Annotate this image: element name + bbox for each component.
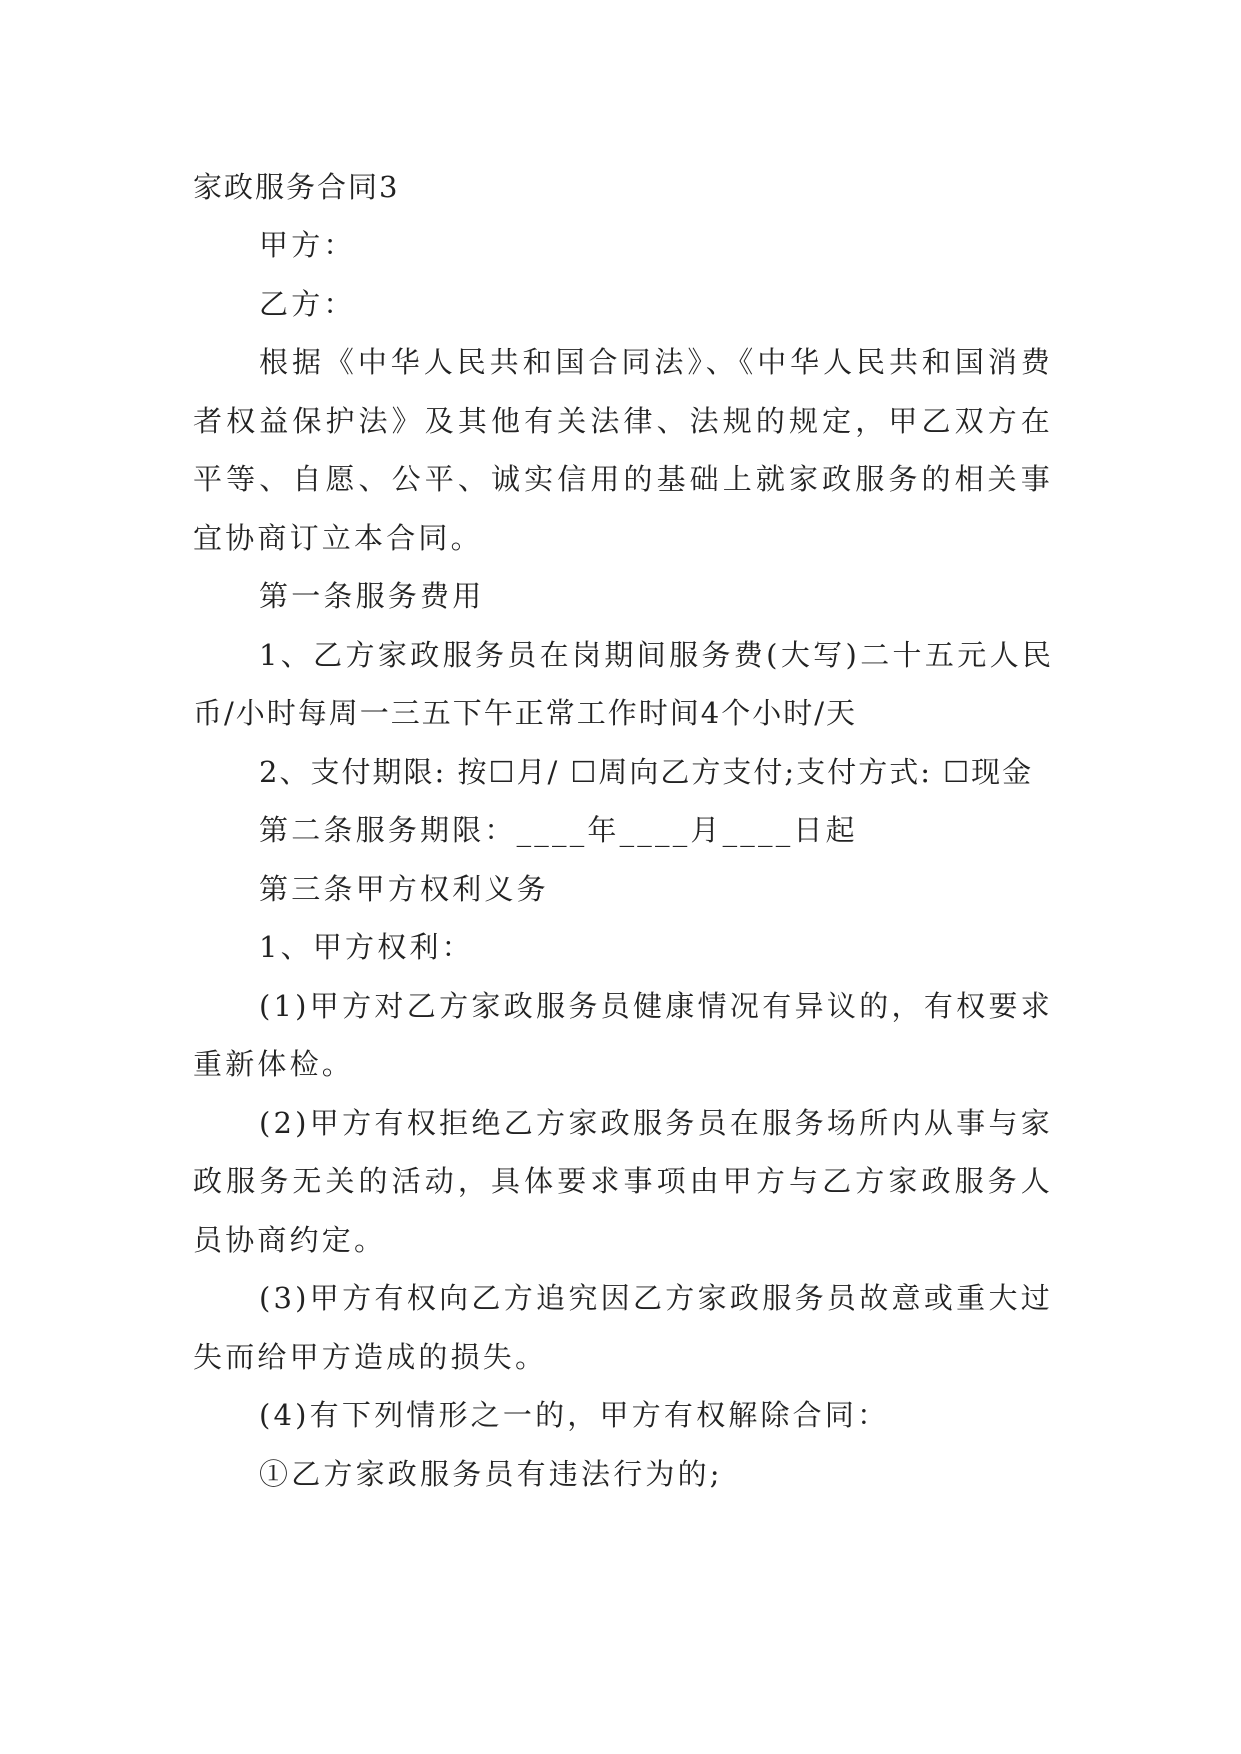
preamble-paragraph: 根据《中华人民共和国合同法》、《中华人民共和国消费者权益保护法》及其他有关法律、法规的规定，甲乙双方在平等、自愿、公平、诚实信用的基础上就家政服务的相关事宜协商订立本合同。 [193, 345, 1053, 555]
article-3-item-2: (2)甲方有权拒绝乙方家政服务员在服务场所内从事与家政服务无关的活动，具体要求事项由甲方与乙方家政服务人员协商约定。 [193, 1105, 1053, 1257]
article-1-clause-2: 2、支付期限: 按☐月/ ☐周向乙方支付;支付方式: ☐现金 [259, 754, 1034, 789]
article-3-item-3: (3)甲方有权向乙方追究因乙方家政服务员故意或重大过失而给甲方造成的损失。 [193, 1281, 1053, 1374]
article-3-item-4: (4)有下列情形之一的，甲方有权解除合同： [259, 1398, 890, 1432]
article-3-item-1: (1)甲方对乙方家政服务员健康情况有异议的，有权要求重新体检。 [193, 988, 1053, 1081]
party-b-line: 乙方： [259, 286, 356, 321]
article-1-clause-1: 1、乙方家政服务员在岗期间服务费(大写)二十五元人民币/小时每周一三五下午正常工作时间4个小时/天 [193, 637, 1053, 730]
document-title: 家政服务合同3 [193, 170, 400, 204]
article-3-section-1: 1、甲方权利： [259, 930, 474, 964]
party-a-line: 甲方： [259, 228, 356, 262]
document-body [193, 158, 1053, 1503]
article-3-item-4-sub-1: ①乙方家政服务员有违法行为的; [259, 1456, 723, 1491]
article-1-heading: 第一条服务费用 [259, 579, 485, 613]
article-3-heading: 第三条甲方权利义务 [259, 871, 549, 906]
article-2-heading: 第二条服务期限：____年____月____日起 [259, 813, 858, 847]
